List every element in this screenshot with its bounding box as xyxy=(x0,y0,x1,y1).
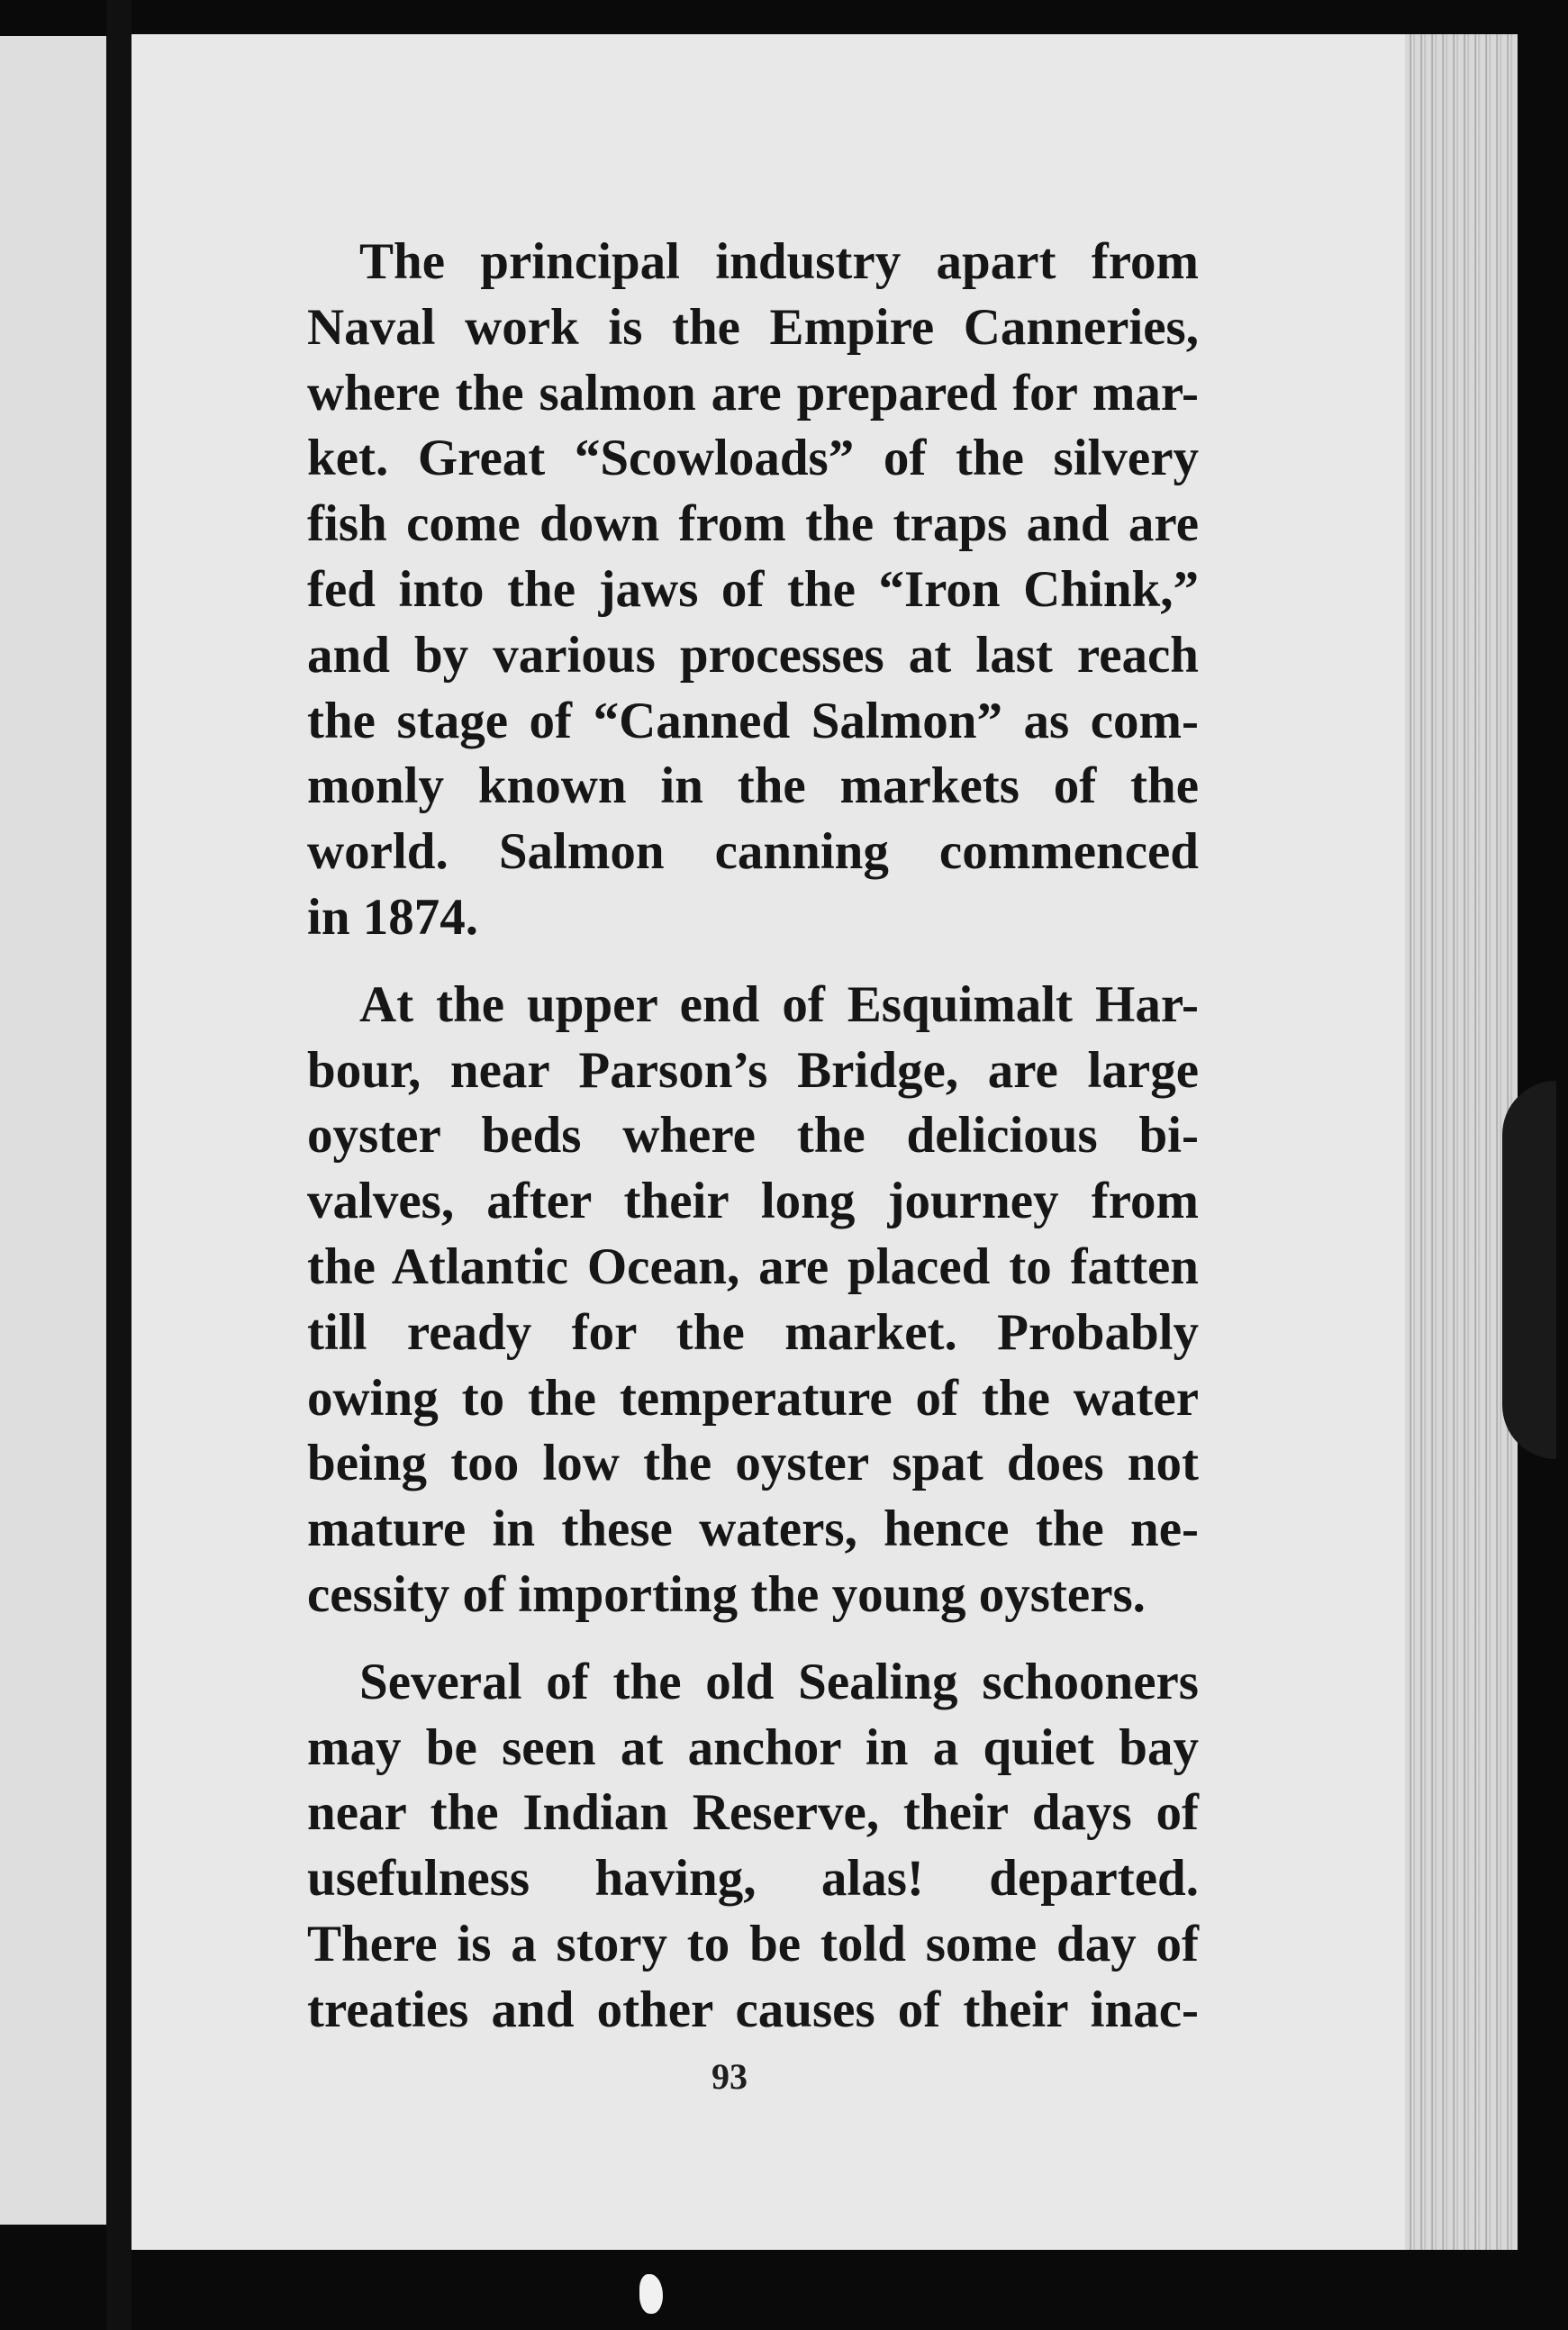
text-line: Several of the old Sealing schooners xyxy=(359,1653,1199,1710)
text-line: may be seen at anchor in a quiet bay xyxy=(307,1718,1199,1776)
text-line: valves, after their long journey from xyxy=(307,1173,1199,1230)
paragraph-oyster-beds xyxy=(255,973,1199,1628)
paragraph-canneries xyxy=(255,230,1199,951)
text-line: mature in these waters, hence the ne- xyxy=(307,1500,1199,1558)
text-line: Naval work is the Empire Canneries, xyxy=(307,298,1199,356)
text-line: being too low the oyster spat does not xyxy=(307,1435,1199,1492)
text-line: cessity of importing the young oysters. xyxy=(307,1565,1146,1623)
text-line: the stage of “Canned Salmon” as com- xyxy=(307,692,1199,749)
text-line: fish come down from the traps and are xyxy=(307,495,1199,553)
text-line: where the salmon are prepared for mar- xyxy=(307,364,1199,422)
text-line: the Atlantic Ocean, are placed to fatten xyxy=(307,1238,1199,1295)
page-body-text xyxy=(255,230,1199,2065)
text-line: fed into the jaws of the “Iron Chink,” xyxy=(307,560,1199,618)
binding-shadow xyxy=(1502,1081,1556,1459)
text-line: The principal industry apart from xyxy=(359,233,1199,290)
text-line: ket. Great “Scowloads” of the silvery xyxy=(307,430,1199,487)
text-line: bour, near Parson’s Bridge, are large xyxy=(307,1041,1199,1099)
left-page-edge xyxy=(0,36,106,2225)
scan-smudge xyxy=(639,2274,663,2314)
text-line: usefulness having, alas! departed. xyxy=(307,1850,1199,1908)
text-line: treaties and other causes of their inac- xyxy=(307,1981,1199,2038)
text-line: oyster beds where the delicious bi- xyxy=(307,1107,1199,1165)
text-line: There is a story to be told some day of xyxy=(307,1915,1199,1972)
text-line: till ready for the market. Probably xyxy=(307,1303,1199,1361)
text-line: and by various processes at last reach xyxy=(307,626,1199,684)
book-gutter xyxy=(106,0,131,2330)
page-number: 93 xyxy=(711,2056,748,2097)
page-stack-edges xyxy=(1405,34,1518,2250)
text-line: near the Indian Reserve, their days of xyxy=(307,1784,1199,1842)
text-line: owing to the temperature of the water xyxy=(307,1369,1199,1427)
paragraph-sealing-schooners xyxy=(255,1650,1199,2044)
text-line: in 1874. xyxy=(307,888,479,946)
text-line: At the upper end of Esquimalt Har- xyxy=(359,975,1199,1033)
text-line: monly known in the markets of the xyxy=(307,757,1199,815)
text-line: world. Salmon canning commenced xyxy=(307,823,1199,881)
